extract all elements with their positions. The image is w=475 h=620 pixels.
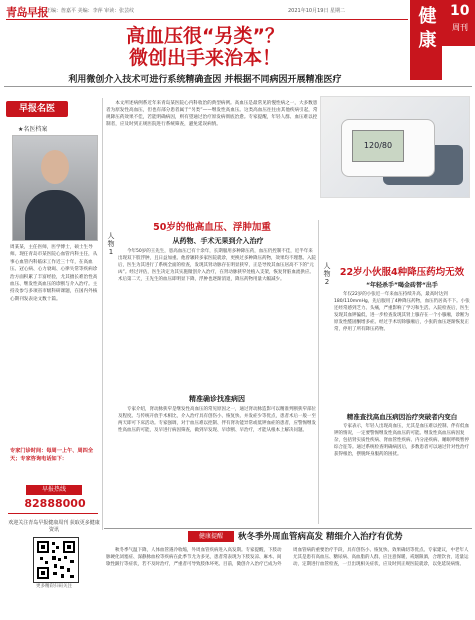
bp-monitor-screen: 120/80 (352, 130, 404, 162)
headline-line2: 微创出手来治本！ (128, 47, 281, 69)
bottom-badge: 健康提醒 (188, 531, 234, 542)
column-divider-1 (102, 98, 103, 530)
story1-body2-text: 专家介绍，肾动脉狭窄是继发性高血压的常见原因之一，通过肾动脉造影可以精准判断狭窄部位及程度。与传统开放手术相比，介入治疗具有创伤小、恢复快、并发症少等优点，患者术后一般一至两天即可下床活动。专家强调，对于血压难以控制、伴有肾功能异常或低钾血症的患者，应警惕继发性高血压的可能，及早进行病因筛查，做到早发现、早诊断、早治疗，才能从根本上解决问题。 (118, 407, 316, 433)
page-subheadline: 利用微创介入技术可进行系统精确查因 并根据不同病因开展精准医疗 (68, 75, 342, 85)
column-divider-2 (318, 220, 319, 524)
story1-subtitle2: 精准确诊找准病因 (189, 395, 245, 403)
story1-body1 (118, 248, 316, 285)
expert-photo-body (25, 190, 85, 240)
story2-body2-text: 专家表示，年轻人出现高血压，尤其是血压难以控制、伴有低血钾的情况，一定要警惕继发性高血压的可能。继发性高血压病因复杂，包括肾实质性疾病、肾血管性疾病、内分泌疾病、睡眠呼吸暂停综合征等。通过系统检查明确病因后，多数患者可以通过针对性治疗获得根治，摆脱终身服药的困扰。 (334, 424, 469, 457)
header-rule (6, 19, 408, 20)
story2-subtitle1: “年轻杀手”喝金砖替“出手 (366, 282, 438, 289)
headline-rule (4, 86, 472, 87)
story2-person-label: 人物2 (323, 262, 331, 286)
blood-pressure-photo (320, 96, 470, 198)
story2-body1 (334, 291, 470, 335)
story1-subtitle1: 从药物、手术无果到介入治疗 (172, 237, 264, 245)
page-headline (0, 25, 410, 69)
qr-code-graphic (34, 538, 78, 582)
story2-title: 22岁小伙服4种降压药均无效 (339, 267, 465, 278)
bp-monitor (341, 119, 435, 177)
qr-code[interactable] (33, 537, 79, 583)
expert-bio: 周某某，主任医师，医学博士，硕士生导师。现任青岛市某医院心血管内科主任，从事心血管内科临床工作近三十年，在高血压、冠心病、心力衰竭、心律失常等疾病诊治方面积累了丰富经验，尤其擅长难治性高血压、继发性高血压的诊断与介入治疗。主持及参与多项省市级科研课题，在国内外核心期刊发表论文数十篇。 (10, 245, 98, 302)
editors-line: 王编：詹嘉平 美编：李萍 审读：张芸纹 (46, 8, 135, 14)
expert-clinic-hours: 专家门诊时间：每周一上午、周四全天；专家咨询电话如下： (10, 448, 94, 462)
bottom-title: 秋冬季外周血管病高发 精细介入治疗有优势 (238, 532, 403, 542)
intro-paragraph (106, 100, 318, 130)
hotline-number: 82888000 (24, 497, 86, 510)
issue-date: 2021年10月19日 星期二 (288, 8, 346, 14)
bottom-rule (104, 528, 472, 529)
headline-line1: 高血压很“另类”？ (126, 25, 284, 47)
newspaper-logo: 青岛早报 (6, 6, 48, 19)
story1-title: 50岁的他高血压、浮肿加重 (153, 222, 271, 233)
section-title-text: 健康 (415, 6, 437, 54)
page-type: 周刊 (452, 23, 468, 32)
sidebar-rule (8, 513, 98, 514)
intro-text: 本文所述病例系近年来青岛某医院心内科收治的典型病例。高血压是最常见的慢性病之一，大多数患者为原发性高血压，但也有部分患者属于“另类”——继发性高血压。这类高血压往往由其他疾病引起，常规降压药效果不佳，若能明确病因，则有望通过治疗原发病彻底治愈。专家提醒，年轻人群、血压难以控制者，应及时到正规医院进行系统筛查，避免延误病情。 (106, 101, 318, 127)
report-logo: 早报名医 (6, 101, 68, 117)
story2-body1-text: 年仅22岁的小张近一年来血压持续升高，最高时达到180/110mmHg，先后服用了4种降压药物，血压仍居高不下。小张还经常感到乏力、头痛，严重影响了学习和生活。入院检查后，医生发现其血钾偏低，进一步检查发现其肾上腺存在一个小腺瘤，诊断为原发性醛固酮增多症。经过手术切除腺瘤后，小张的血压逐渐恢复正常，停用了所有降压药物。 (334, 292, 470, 332)
expert-label: ★名医档案 (18, 126, 48, 133)
story2-subtitle2: 精准查找高血压病因治疗突破者内变白 (346, 413, 458, 421)
expert-photo-head (41, 150, 69, 184)
bottom-body (106, 547, 472, 569)
story1-body2 (118, 406, 316, 436)
page-number: 10 (450, 3, 470, 19)
story2-body2 (334, 423, 470, 460)
section-title (410, 0, 442, 80)
story1-person-label: 人物1 (107, 232, 115, 256)
qr-caption: 更多精彩扫码关注 (36, 584, 72, 589)
bottom-body-text: 秋冬季气温下降，人体血管遇冷收缩，外周血管疾病进入高发期。专家提醒，下肢动脉硬化闭塞症、深静脉血栓等疾病在此季节尤为多见，患者常表现为下肢发凉、麻木、间歇性跛行等症状，若不及时治疗，严重者可导致肢体坏死。目前，微创介入治疗已成为外周血管病的重要治疗手段，具有创伤小、恢复快、效果确切等优点。专家建议，中老年人尤其是患有高血压、糖尿病、高血脂的人群，应注意保暖，戒烟限酒，合理饮食，适量运动，定期进行血管检查，一旦出现相关症状，应及时到正规医院就诊，以免延误病情。 (106, 548, 469, 567)
follow-text: 欢迎关注青岛早报健康周刊 获取更多健康资讯 (8, 520, 100, 533)
expert-photo (12, 135, 98, 241)
story1-body1-text: 今年50岁的王先生，患高血压已有十余年，长期服用多种降压药，血压仍控制不佳，近半年来出现双下肢浮肿，且日益加重。他曾辗转多家医院就诊，更换过多种降压药物，效果均不理想。入院后，医生为其进行了系统全面的检查，发现其肾动脉存在明显狭窄，正是导致其血压居高不下的“元凶”。经过评估，医生决定为其实施微创介入治疗，在肾动脉狭窄处植入支架，恢复肾脏血流供应。术后第二天，王先生的血压即明显下降，浮肿也逐渐消退，降压药物用量大幅减少。 (118, 249, 316, 282)
hotline-badge: 早报热线 (26, 485, 82, 495)
